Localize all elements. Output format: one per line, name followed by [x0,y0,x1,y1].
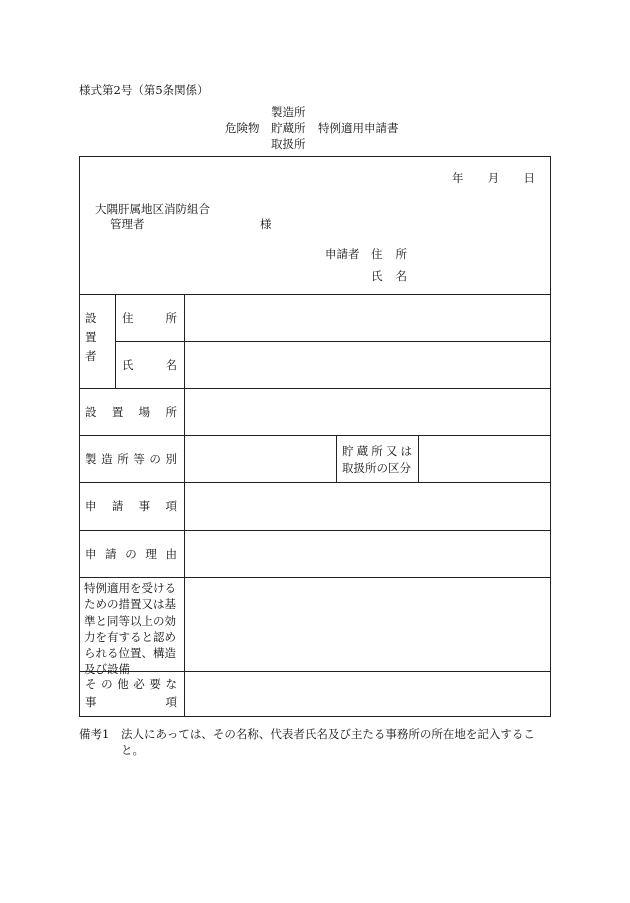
row-divider [80,435,550,436]
column-divider [336,435,337,482]
addressee-organization: 大隅肝属地区消防組合 [95,202,210,216]
remarks-text-line1: 法人にあっては、その名称、代表者氏名及び主たる事務所の所在地を記入するこ [121,727,535,741]
applicant-name-label: 氏 名 [371,269,407,283]
applicant-address-label: 住 所 [371,247,407,261]
column-divider [115,294,116,388]
installer-address-label: 住 所 [122,311,177,325]
facility-type-label: 製 造 所 等 の 別 [85,452,177,466]
reason-label: 申 請 の 理 由 [85,547,177,561]
other-label-line2: 事 項 [85,695,177,709]
row-divider [80,388,550,389]
applicant-label: 申請者 [325,247,360,261]
addressee-honorific: 様 [260,217,272,231]
title-option-handling: 取扱所 [271,137,306,151]
date-month: 月 [487,171,500,185]
measures-label: 特例適用を受けるための措置又は基準と同等以上の効力を有すると認められる位置、構造及び設備 [84,581,176,677]
title-prefix: 危険物 [225,121,260,135]
row-divider [115,341,550,342]
row-divider [80,294,550,295]
installer-name-label: 氏 名 [122,358,177,372]
column-divider [418,435,419,482]
date-year: 年 [452,171,464,185]
addressee-title: 管理者 [110,217,145,231]
row-divider [80,482,550,483]
application-form-table: 年 月 日 大隅肝属地区消防組合 管理者 様 申請者 住 所 氏 名 設 置 者 住 所 氏 名 設 置 場 所 製 造 所 等 の 別 貯 蔵 所 又 は 取扱所の区分 申 請 事 項 申 請 の 理 由 特例適用を受けるための措置又は基準と同等以上の効力を有すると認められる位置、構造及び設備 そ の 他 必 要 な 事 項 [79,156,551,717]
other-label-line1: そ の 他 必 要 な [85,677,177,691]
title-option-storage: 貯蔵所 [271,121,306,135]
date-day: 日 [523,171,535,185]
form-number: 様式第2号（第5条関係） [79,83,209,97]
title-main: 特例適用申請書 [318,121,399,135]
column-divider [184,294,185,716]
row-divider [80,577,550,578]
remarks-text-line2: と。 [121,743,144,757]
row-divider [80,530,550,531]
location-label: 設 置 場 所 [85,405,177,419]
title-option-manufacture: 製造所 [271,105,306,119]
remarks-label: 備考1 [79,727,110,741]
installer-label: 設 置 者 [85,311,97,363]
date-line [452,170,535,186]
application-items-label: 申 請 事 項 [85,499,177,513]
